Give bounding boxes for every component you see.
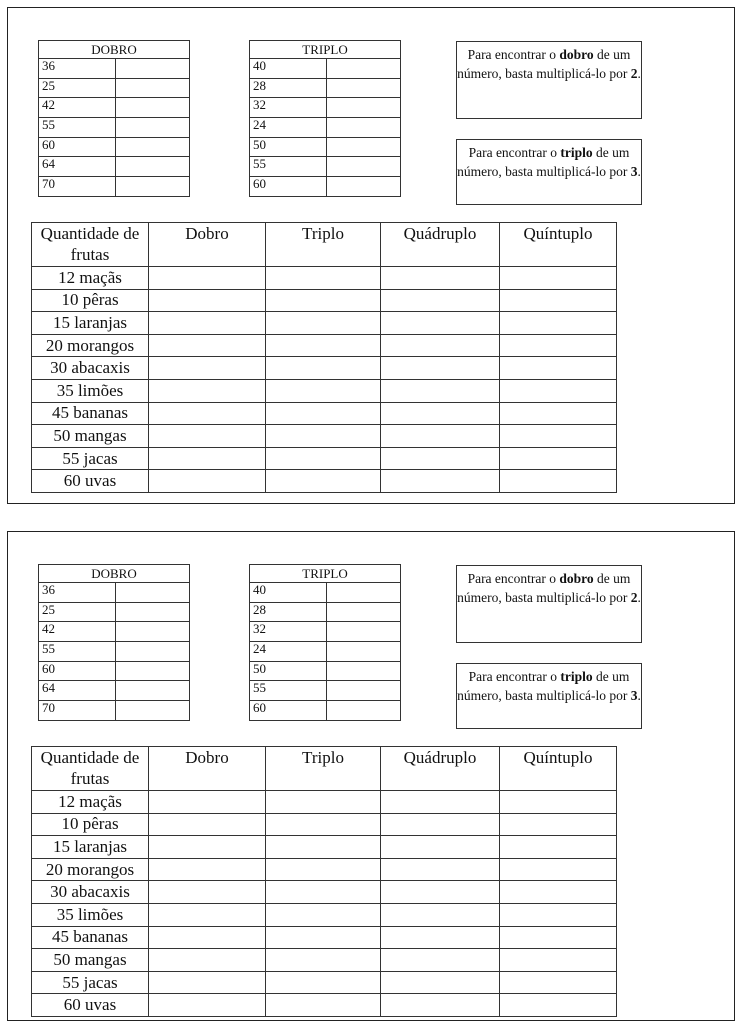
dobro-number: 60 [39, 137, 116, 157]
dobro-number: 36 [39, 59, 116, 79]
hint-text: de um número, basta multiplicá-lo por [457, 571, 631, 605]
quintuplo-cell[interactable] [500, 447, 617, 470]
triplo-number: 28 [250, 602, 327, 622]
quadruplo-cell[interactable] [381, 926, 500, 949]
dobro-answer-cell[interactable] [116, 583, 190, 603]
triplo-answer-cell[interactable] [327, 78, 401, 98]
dobro-cell[interactable] [149, 926, 266, 949]
triplo-cell[interactable] [266, 425, 381, 448]
dobro-number: 64 [39, 157, 116, 177]
header-quintuplo: Quíntuplo [500, 747, 617, 791]
dobro-answer-cell[interactable] [116, 701, 190, 721]
fruit-label: 20 morangos [32, 334, 149, 357]
triplo-number: 40 [250, 583, 327, 603]
triplo-number: 55 [250, 681, 327, 701]
triplo-cell[interactable] [266, 926, 381, 949]
worksheet-2 [7, 531, 735, 1021]
triplo-number: 40 [250, 59, 327, 79]
header-quantidade: Quantidade de frutas [32, 747, 149, 791]
quadruplo-cell[interactable] [381, 312, 500, 335]
triplo-number: 60 [250, 701, 327, 721]
header-quadruplo: Quádruplo [381, 747, 500, 791]
dobro-cell[interactable] [149, 949, 266, 972]
hint-keyword: triplo [560, 145, 593, 160]
dobro-cell[interactable] [149, 791, 266, 814]
quadruplo-cell[interactable] [381, 813, 500, 836]
triplo-answer-cell[interactable] [327, 602, 401, 622]
quadruplo-cell[interactable] [381, 470, 500, 493]
dobro-number: 55 [39, 642, 116, 662]
dobro-cell[interactable] [149, 470, 266, 493]
hint-text: de um número, basta multiplicá-lo por [457, 669, 631, 703]
hint-keyword: triplo [560, 669, 593, 684]
hint-factor: 3 [630, 164, 638, 179]
hint-factor: 3 [630, 688, 638, 703]
quadruplo-cell[interactable] [381, 289, 500, 312]
fruit-label: 55 jacas [32, 971, 149, 994]
quadruplo-cell[interactable] [381, 447, 500, 470]
triplo-cell[interactable] [266, 334, 381, 357]
dobro-number: 42 [39, 622, 116, 642]
header-dobro: Dobro [149, 223, 266, 267]
dobro-answer-cell[interactable] [116, 642, 190, 662]
quadruplo-cell[interactable] [381, 881, 500, 904]
fruit-label: 15 laranjas [32, 836, 149, 859]
triplo-cell[interactable] [266, 357, 381, 380]
quadruplo-cell[interactable] [381, 903, 500, 926]
quintuplo-cell[interactable] [500, 836, 617, 859]
quadruplo-cell[interactable] [381, 425, 500, 448]
hint-text: . [637, 66, 641, 81]
fruit-label: 50 mangas [32, 425, 149, 448]
hint-triplo [456, 139, 642, 205]
quintuplo-cell[interactable] [500, 357, 617, 380]
triplo-header: TRIPLO [250, 565, 401, 583]
dobro-cell[interactable] [149, 858, 266, 881]
quintuplo-cell[interactable] [500, 289, 617, 312]
dobro-cell[interactable] [149, 425, 266, 448]
quadruplo-cell[interactable] [381, 267, 500, 290]
dobro-cell[interactable] [149, 312, 266, 335]
hint-dobro [456, 41, 642, 119]
hint-keyword: dobro [559, 571, 594, 586]
quadruplo-cell[interactable] [381, 949, 500, 972]
fruit-label: 15 laranjas [32, 312, 149, 335]
triplo-number: 28 [250, 78, 327, 98]
hint-triplo [456, 663, 642, 729]
quadruplo-cell[interactable] [381, 334, 500, 357]
triplo-cell[interactable] [266, 470, 381, 493]
hint-text: de um número, basta multiplicá-lo por [457, 145, 631, 179]
header-triplo: Triplo [266, 747, 381, 791]
dobro-answer-cell[interactable] [116, 157, 190, 177]
triplo-cell[interactable] [266, 447, 381, 470]
triplo-cell[interactable] [266, 813, 381, 836]
triplo-answer-cell[interactable] [327, 118, 401, 138]
dobro-table [38, 40, 190, 197]
dobro-cell[interactable] [149, 994, 266, 1017]
quintuplo-cell[interactable] [500, 813, 617, 836]
dobro-number: 25 [39, 78, 116, 98]
dobro-number: 64 [39, 681, 116, 701]
fruit-label: 50 mangas [32, 949, 149, 972]
dobro-cell[interactable] [149, 289, 266, 312]
triplo-cell[interactable] [266, 402, 381, 425]
dobro-answer-cell[interactable] [116, 59, 190, 79]
fruit-label: 20 morangos [32, 858, 149, 881]
fruit-table [31, 746, 617, 1017]
triplo-answer-cell[interactable] [327, 137, 401, 157]
triplo-cell[interactable] [266, 881, 381, 904]
triplo-cell[interactable] [266, 994, 381, 1017]
triplo-number: 50 [250, 661, 327, 681]
triplo-cell[interactable] [266, 791, 381, 814]
triplo-cell[interactable] [266, 949, 381, 972]
quintuplo-cell[interactable] [500, 267, 617, 290]
quintuplo-cell[interactable] [500, 379, 617, 402]
triplo-number: 55 [250, 157, 327, 177]
fruit-label: 30 abacaxis [32, 357, 149, 380]
header-dobro: Dobro [149, 747, 266, 791]
quadruplo-cell[interactable] [381, 379, 500, 402]
dobro-cell[interactable] [149, 402, 266, 425]
dobro-header: DOBRO [39, 41, 190, 59]
quintuplo-cell[interactable] [500, 971, 617, 994]
quintuplo-cell[interactable] [500, 949, 617, 972]
triplo-number: 24 [250, 642, 327, 662]
dobro-cell[interactable] [149, 379, 266, 402]
triplo-number: 50 [250, 137, 327, 157]
header-triplo: Triplo [266, 223, 381, 267]
fruit-table [31, 222, 617, 493]
quintuplo-cell[interactable] [500, 926, 617, 949]
dobro-number: 70 [39, 701, 116, 721]
quadruplo-cell[interactable] [381, 971, 500, 994]
fruit-label: 30 abacaxis [32, 881, 149, 904]
triplo-answer-cell[interactable] [327, 157, 401, 177]
hint-factor: 2 [630, 590, 638, 605]
fruit-label: 55 jacas [32, 447, 149, 470]
hint-text: . [637, 590, 641, 605]
triplo-table [249, 40, 401, 197]
dobro-answer-cell[interactable] [116, 661, 190, 681]
triplo-answer-cell[interactable] [327, 642, 401, 662]
triplo-cell[interactable] [266, 267, 381, 290]
fruit-label: 12 maçãs [32, 267, 149, 290]
fruit-label: 35 limões [32, 903, 149, 926]
header-quantidade: Quantidade de frutas [32, 223, 149, 267]
quintuplo-cell[interactable] [500, 903, 617, 926]
quintuplo-cell[interactable] [500, 791, 617, 814]
triplo-table [249, 564, 401, 721]
dobro-answer-cell[interactable] [116, 98, 190, 118]
quadruplo-cell[interactable] [381, 836, 500, 859]
quintuplo-cell[interactable] [500, 994, 617, 1017]
dobro-number: 42 [39, 98, 116, 118]
triplo-cell[interactable] [266, 858, 381, 881]
triplo-number: 24 [250, 118, 327, 138]
triplo-answer-cell[interactable] [327, 583, 401, 603]
dobro-number: 25 [39, 602, 116, 622]
dobro-answer-cell[interactable] [116, 602, 190, 622]
quintuplo-cell[interactable] [500, 425, 617, 448]
quadruplo-cell[interactable] [381, 791, 500, 814]
fruit-label: 12 maçãs [32, 791, 149, 814]
dobro-answer-cell[interactable] [116, 177, 190, 197]
hint-text: . [637, 688, 641, 703]
fruit-label: 10 pêras [32, 289, 149, 312]
dobro-answer-cell[interactable] [116, 78, 190, 98]
triplo-answer-cell[interactable] [327, 98, 401, 118]
triplo-answer-cell[interactable] [327, 177, 401, 197]
dobro-number: 70 [39, 177, 116, 197]
hint-text: Para encontrar o [467, 571, 560, 586]
triplo-answer-cell[interactable] [327, 681, 401, 701]
dobro-cell[interactable] [149, 357, 266, 380]
triplo-cell[interactable] [266, 289, 381, 312]
dobro-cell[interactable] [149, 813, 266, 836]
triplo-answer-cell[interactable] [327, 622, 401, 642]
hint-dobro [456, 565, 642, 643]
quintuplo-cell[interactable] [500, 312, 617, 335]
dobro-answer-cell[interactable] [116, 118, 190, 138]
header-quadruplo: Quádruplo [381, 223, 500, 267]
hint-text: Para encontrar o [468, 669, 561, 684]
quintuplo-cell[interactable] [500, 858, 617, 881]
dobro-cell[interactable] [149, 447, 266, 470]
triplo-cell[interactable] [266, 971, 381, 994]
fruit-label: 60 uvas [32, 470, 149, 493]
fruit-label: 45 bananas [32, 926, 149, 949]
triplo-number: 32 [250, 98, 327, 118]
hint-text: Para encontrar o [468, 145, 561, 160]
header-quintuplo: Quíntuplo [500, 223, 617, 267]
triplo-cell[interactable] [266, 903, 381, 926]
hint-text: de um número, basta multiplicá-lo por [457, 47, 631, 81]
dobro-cell[interactable] [149, 334, 266, 357]
quadruplo-cell[interactable] [381, 357, 500, 380]
hint-factor: 2 [630, 66, 638, 81]
quadruplo-cell[interactable] [381, 402, 500, 425]
triplo-cell[interactable] [266, 836, 381, 859]
fruit-label: 45 bananas [32, 402, 149, 425]
dobro-answer-cell[interactable] [116, 681, 190, 701]
triplo-number: 32 [250, 622, 327, 642]
dobro-cell[interactable] [149, 903, 266, 926]
fruit-label: 35 limões [32, 379, 149, 402]
fruit-label: 60 uvas [32, 994, 149, 1017]
quadruplo-cell[interactable] [381, 858, 500, 881]
triplo-cell[interactable] [266, 312, 381, 335]
worksheet-1 [7, 7, 735, 504]
dobro-number: 60 [39, 661, 116, 681]
dobro-table [38, 564, 190, 721]
hint-keyword: dobro [559, 47, 594, 62]
triplo-answer-cell[interactable] [327, 701, 401, 721]
dobro-cell[interactable] [149, 267, 266, 290]
triplo-header: TRIPLO [250, 41, 401, 59]
triplo-answer-cell[interactable] [327, 59, 401, 79]
quadruplo-cell[interactable] [381, 994, 500, 1017]
fruit-label: 10 pêras [32, 813, 149, 836]
dobro-answer-cell[interactable] [116, 137, 190, 157]
dobro-answer-cell[interactable] [116, 622, 190, 642]
dobro-cell[interactable] [149, 836, 266, 859]
hint-text: Para encontrar o [467, 47, 560, 62]
triplo-cell[interactable] [266, 379, 381, 402]
dobro-cell[interactable] [149, 881, 266, 904]
dobro-cell[interactable] [149, 971, 266, 994]
dobro-header: DOBRO [39, 565, 190, 583]
hint-text: . [637, 164, 641, 179]
dobro-number: 36 [39, 583, 116, 603]
quintuplo-cell[interactable] [500, 470, 617, 493]
triplo-number: 60 [250, 177, 327, 197]
triplo-answer-cell[interactable] [327, 661, 401, 681]
quintuplo-cell[interactable] [500, 402, 617, 425]
quintuplo-cell[interactable] [500, 334, 617, 357]
quintuplo-cell[interactable] [500, 881, 617, 904]
dobro-number: 55 [39, 118, 116, 138]
